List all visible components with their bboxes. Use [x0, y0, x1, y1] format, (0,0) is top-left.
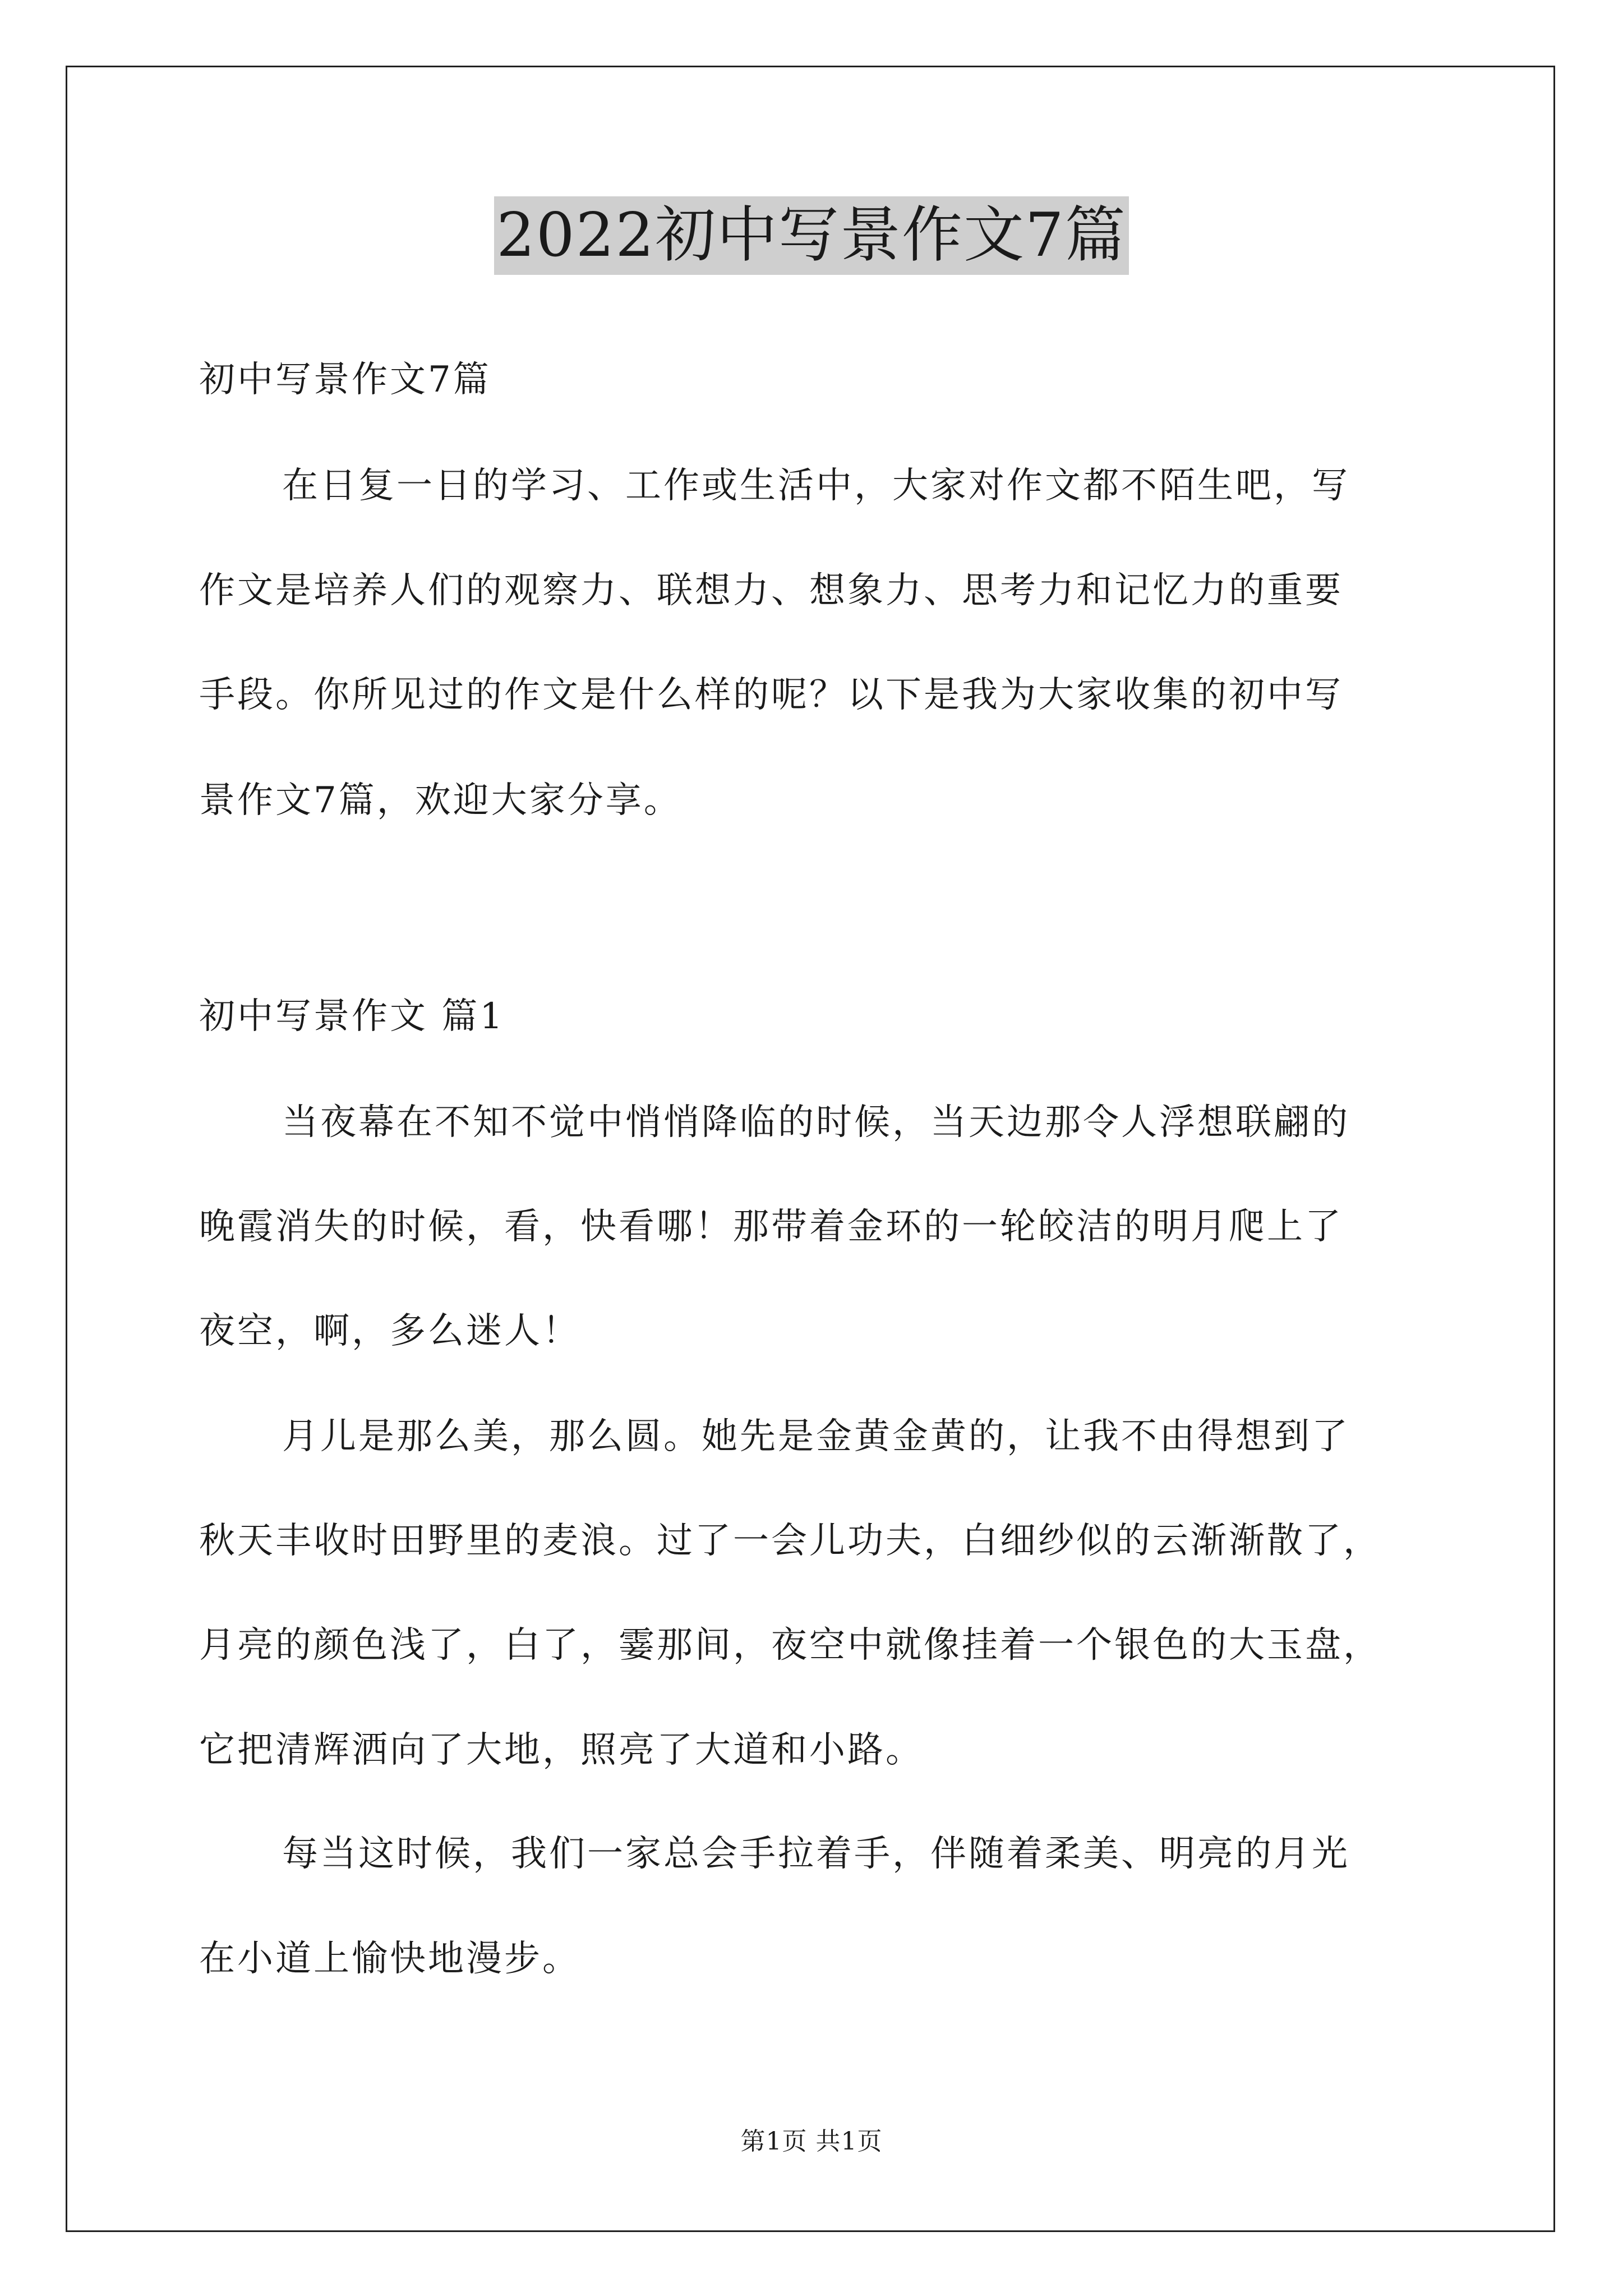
paragraph3-line: 在小道上愉快地漫步。	[199, 1938, 580, 1980]
paragraph2-line: 月儿是那么美，那么圆。她先是金黄金黄的，让我不由得想到了	[282, 1416, 1350, 1457]
section-heading: 初中写景作文 篇1	[199, 996, 505, 1037]
title-container	[0, 196, 1623, 275]
paragraph3-line: 每当这时候，我们一家总会手拉着手，伴随着柔美、明亮的月光	[282, 1833, 1350, 1875]
intro-line: 在日复一日的学习、工作或生活中，大家对作文都不陌生吧，写	[282, 465, 1350, 507]
paragraph1-line: 夜空，啊，多么迷人！	[199, 1310, 580, 1352]
subtitle: 初中写景作文7篇	[199, 359, 491, 401]
intro-line: 景作文7篇，欢迎大家分享。	[199, 780, 682, 821]
document-title: 2022初中写景作文7篇	[494, 196, 1129, 275]
intro-line: 手段。你所见过的作文是什么样的呢？以下是我为大家收集的初中写	[199, 674, 1343, 716]
paragraph1-line: 当夜幕在不知不觉中悄悄降临的时候，当天边那令人浮想联翩的	[282, 1102, 1350, 1143]
intro-line: 作文是培养人们的观察力、联想力、想象力、思考力和记忆力的重要	[199, 570, 1343, 611]
page-footer: 第1页 共1页	[740, 2127, 883, 2156]
paragraph1-line: 晚霞消失的时候，看，快看哪！那带着金环的一轮皎洁的明月爬上了	[199, 1206, 1343, 1248]
paragraph2-line: 秋天丰收时田野里的麦浪。过了一会儿功夫，白细纱似的云渐渐散了，	[199, 1520, 1381, 1562]
paragraph2-line: 月亮的颜色浅了，白了，霎那间，夜空中就像挂着一个银色的大玉盘，	[199, 1625, 1381, 1666]
paragraph2-line: 它把清辉洒向了大地，照亮了大道和小路。	[199, 1729, 924, 1771]
